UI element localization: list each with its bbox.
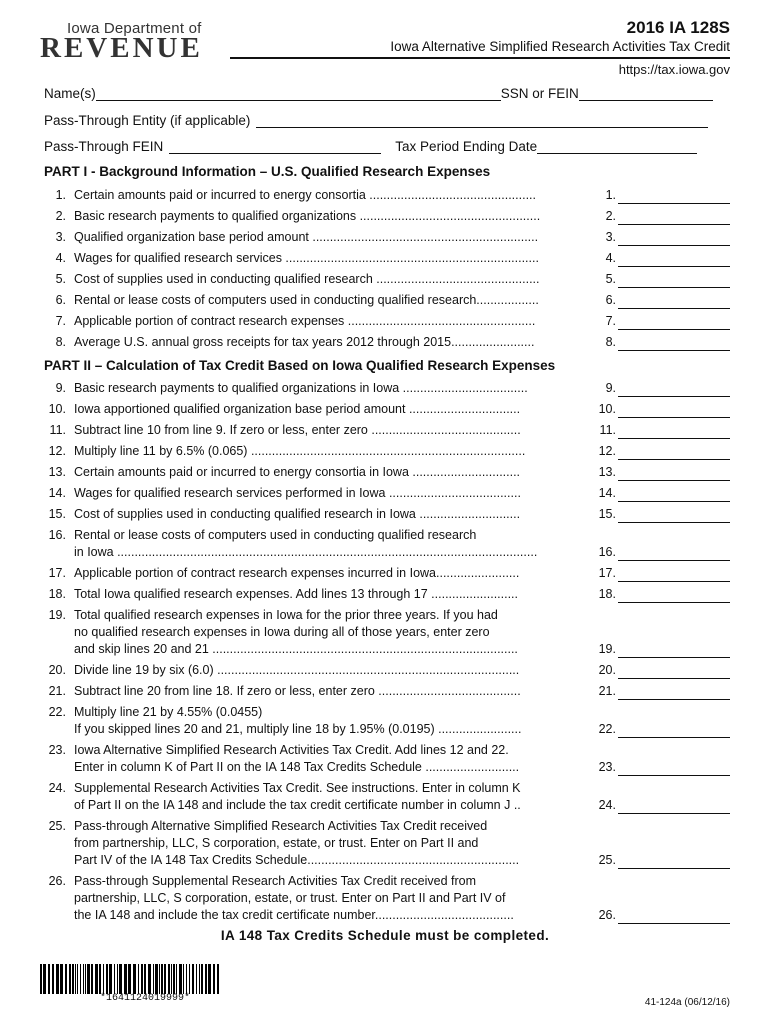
line-description: the IA 148 and include the tax credit certificate number........................................ [74,908,514,922]
pass-fein-field[interactable] [169,139,381,154]
amount-field[interactable] [618,907,730,924]
barcode-bar [176,964,177,994]
line-description: Total qualified research expenses in Iowa for the prior three years. If you had [74,608,498,622]
name-label: Name(s) [44,86,96,101]
line-description: from partnership, LLC, S corporation, estate, or trust. Enter on Part II and [74,836,479,850]
barcode-bar [159,964,160,994]
barcode-bar [213,964,215,994]
barcode-bar [161,964,163,994]
form-line [44,607,730,658]
form-line [44,422,730,439]
line-description: in Iowa ......................................................................................................................... [74,545,538,559]
line-reference: 20. [598,663,616,677]
amount-field[interactable] [618,506,730,523]
barcode-bar [56,964,59,994]
form-line [44,662,730,679]
line-reference: 14. [598,486,616,500]
line-description: Divide line 19 by six (6.0) ....................................................................................... [74,663,520,677]
line-reference: 25. [598,853,616,867]
agency-name: Iowa Department of [67,20,202,37]
barcode-bar [52,964,54,994]
barcode-bar [95,964,98,994]
form-line [44,742,730,776]
line-reference: 15. [598,507,616,521]
form-line [44,818,730,869]
line-number: 21. [48,684,66,698]
barcode-bar [173,964,175,994]
line-number: 9. [55,381,66,395]
amount-field[interactable] [618,443,730,460]
barcode-bar [205,964,207,994]
barcode-bar [189,964,190,994]
line-reference: 2. [605,209,616,223]
line-reference: 16. [598,545,616,559]
amount-field[interactable] [618,544,730,561]
line-description: Qualified organization base period amount ................................................................. [74,230,539,244]
form-line [44,187,730,204]
form-line [44,683,730,700]
line-reference: 10. [598,402,616,416]
line-description: If you skipped lines 20 and 21, multiply line 18 by 1.95% (0.0195) ........................ [74,722,522,736]
line-description: Iowa apportioned qualified organization base period amount ................................ [74,402,521,416]
line-reference: 18. [598,587,616,601]
amount-field[interactable] [618,586,730,603]
barcode-bar [109,964,112,994]
barcode-bar [192,964,194,994]
amount-field[interactable] [618,401,730,418]
ssn-field[interactable] [579,86,713,101]
line-reference: 22. [598,722,616,736]
line-reference: 11. [599,423,616,437]
line-reference: 21. [598,684,616,698]
form-line [44,485,730,502]
line-description: Wages for qualified research services ......................................................................... [74,251,539,265]
website-url: https://tax.iowa.gov [618,62,730,77]
line-number: 5. [55,272,66,286]
barcode-bar [69,964,71,994]
part1-heading: PART I - Background Information – U.S. Qualified Research Expenses [44,164,491,179]
barcode-bar [99,964,101,994]
line-reference: 6. [605,293,616,307]
form-line [44,380,730,397]
form-line [44,208,730,225]
agency-logo-text: REVENUE [40,32,203,64]
barcode-bar [60,964,63,994]
period-label: Tax Period Ending Date [395,139,538,154]
line-description: Iowa Alternative Simplified Research Activities Tax Credit. Add lines 12 and 22. [74,743,509,757]
amount-field[interactable] [618,292,730,309]
line-description: Certain amounts paid or incurred to energy consortia ................................................ [74,188,536,202]
line-number: 11. [49,423,66,437]
amount-field[interactable] [618,797,730,814]
barcode-bar [40,964,42,994]
barcode-bar [144,964,146,994]
form-subtitle: Iowa Alternative Simplified Research Activities Tax Credit [390,39,730,54]
form-line [44,271,730,288]
amount-field[interactable] [618,565,730,582]
line-reference: 17. [598,566,616,580]
line-reference: 7. [605,314,616,328]
barcode-bar [155,964,158,994]
form-line [44,334,730,351]
ssn-label: SSN or FEIN [500,86,579,101]
line-number: 12. [48,444,66,458]
barcode-bar [80,964,81,994]
amount-field[interactable] [618,187,730,204]
line-description: Subtract line 20 from line 18. If zero or less, enter zero ......................................... [74,684,521,698]
line-description: Subtract line 10 from line 9. If zero or less, enter zero ........................................... [74,423,521,437]
form-title: 2016 IA 128S [626,18,730,37]
form-line [44,313,730,330]
barcode-bar [65,964,67,994]
barcode-text: *1641124019999* [100,993,191,1004]
barcode-bar [43,964,46,994]
line-number: 3. [55,230,66,244]
form-line [44,527,730,561]
pass-entity-field[interactable] [256,113,708,128]
form-code: 41-124a (06/12/16) [644,997,730,1008]
line-description: of Part II on the IA 148 and include the tax credit certificate number in column J .. [74,798,521,812]
form-line [44,586,730,603]
line-reference: 23. [598,760,616,774]
barcode-bar [196,964,197,994]
line-number: 14. [48,486,66,500]
barcode-bar [77,964,78,994]
line-description: Supplemental Research Activities Tax Credit. See instructions. Enter in column K [74,781,521,795]
barcode-bar [103,964,104,994]
amount-field[interactable] [618,229,730,246]
barcode-image [40,964,220,994]
line-number: 26. [48,874,66,888]
period-field[interactable] [537,139,697,154]
barcode-bar [179,964,182,994]
barcode-bar [164,964,166,994]
line-description: Total Iowa qualified research expenses. Add lines 13 through 17 ......................... [74,587,519,601]
amount-field[interactable] [618,662,730,679]
line-description: Certain amounts paid or incurred to energy consortia in Iowa ............................... [74,465,521,479]
line-number: 18. [48,587,66,601]
barcode-bar [141,964,143,994]
amount-field[interactable] [618,641,730,658]
barcode-bar [183,964,184,994]
form-line [44,506,730,523]
line-reference: 26. [598,908,616,922]
amount-field[interactable] [618,485,730,502]
amount-field[interactable] [618,759,730,776]
barcode-bar [114,964,115,994]
barcode-bar [128,964,131,994]
line-description: Basic research payments to qualified organizations .................................................... [74,209,541,223]
amount-field[interactable] [618,380,730,397]
part2-heading: PART II – Calculation of Tax Credit Based on Iowa Qualified Research Expenses [44,358,556,373]
name-field[interactable] [96,86,501,101]
line-number: 13. [48,465,66,479]
line-description: Cost of supplies used in conducting qualified research in Iowa ............................. [74,507,521,521]
amount-field[interactable] [618,313,730,330]
barcode-bar [72,964,74,994]
barcode-bar [138,964,139,994]
line-reference: 19. [598,642,616,656]
line-description: Pass-through Alternative Simplified Research Activities Tax Credit received [74,819,488,833]
line-number: 25. [48,819,66,833]
pass-fein-label: Pass-Through FEIN [44,139,164,154]
line-description: Average U.S. annual gross receipts for tax years 2012 through 2015........................ [74,335,535,349]
amount-field[interactable] [618,250,730,267]
barcode-bar [199,964,200,994]
barcode-bar [83,964,84,994]
line-reference: 12. [598,444,616,458]
line-description: Multiply line 21 by 4.55% (0.0455) [74,705,263,719]
amount-field[interactable] [618,721,730,738]
line-description: Enter in column K of Part II on the IA 148 Tax Credits Schedule ........................... [74,760,520,774]
barcode-bar [48,964,50,994]
line-number: 22. [48,705,66,719]
barcode-bar [153,964,154,994]
line-description: Rental or lease costs of computers used in conducting qualified research.................. [74,293,539,307]
barcode-bar [91,964,93,994]
line-description: Basic research payments to qualified organizations in Iowa .................................... [74,381,528,395]
line-reference: 4. [605,251,616,265]
line-reference: 3. [605,230,616,244]
line-description: Cost of supplies used in conducting qualified research ............................................... [74,272,540,286]
line-description: Wages for qualified research services performed in Iowa ...................................... [74,486,521,500]
line-reference: 24. [598,798,616,812]
line-reference: 5. [605,272,616,286]
barcode-bar [171,964,172,994]
form-line [44,780,730,814]
line-number: 24. [48,781,66,795]
barcode-bar [217,964,219,994]
barcode-bar [148,964,151,994]
line-reference: 1. [605,188,616,202]
form-line [44,229,730,246]
pass-entity-row [44,113,708,128]
line-number: 8. [55,335,66,349]
line-reference: 13. [598,465,616,479]
line-number: 17. [48,566,66,580]
line-number: 2. [55,209,66,223]
barcode-bar [186,964,187,994]
form-line [44,401,730,418]
amount-field[interactable] [618,208,730,225]
barcode-bar [75,964,76,994]
pass-entity-label: Pass-Through Entity (if applicable) [44,113,251,128]
line-number: 15. [48,507,66,521]
name-row [44,86,713,101]
line-number: 20. [48,663,66,677]
amount-field[interactable] [618,422,730,439]
amount-field[interactable] [618,464,730,481]
form-line [44,443,730,460]
line-reference: 9. [605,381,616,395]
header-divider [230,57,730,59]
barcode-bar [106,964,108,994]
line-description: partnership, LLC, S corporation, estate, or trust. Enter on Part II and Part IV of [74,891,506,905]
form-line [44,464,730,481]
line-number: 6. [55,293,66,307]
barcode-bar [85,964,86,994]
line-description: and skip lines 20 and 21 ........................................................................................ [74,642,518,656]
form-line [44,292,730,309]
line-description: Applicable portion of contract research expenses ...................................................... [74,314,536,328]
barcode-bar [119,964,122,994]
barcode-bar [117,964,118,994]
amount-field[interactable] [618,852,730,869]
line-number: 23. [48,743,66,757]
amount-field[interactable] [618,271,730,288]
schedule-note: IA 148 Tax Credits Schedule must be completed. [220,928,550,943]
barcode-bar [168,964,170,994]
barcode-bar [124,964,127,994]
barcode-bar [87,964,90,994]
barcode-bar [133,964,136,994]
fein-period-row [44,139,697,154]
line-description: Rental or lease costs of computers used in conducting qualified research [74,528,477,542]
line-number: 19. [48,608,66,622]
line-description: Multiply line 11 by 6.5% (0.065) ............................................................................... [74,444,526,458]
line-description: Part IV of the IA 148 Tax Credits Schedule............................................................. [74,853,520,867]
barcode-bar [208,964,211,994]
form-line [44,565,730,582]
line-reference: 8. [605,335,616,349]
line-description: Pass-through Supplemental Research Activities Tax Credit received from [74,874,477,888]
line-description: no qualified research expenses in Iowa during all of those years, enter zero [74,625,490,639]
amount-field[interactable] [618,683,730,700]
line-number: 16. [48,528,66,542]
line-number: 10. [48,402,66,416]
amount-field[interactable] [618,334,730,351]
barcode-bar [201,964,203,994]
form-line [44,704,730,738]
line-description: Applicable portion of contract research expenses incurred in Iowa........................ [74,566,520,580]
line-number: 1. [55,188,66,202]
form-line [44,873,730,924]
form-line [44,250,730,267]
line-number: 4. [55,251,66,265]
line-number: 7. [55,314,66,328]
